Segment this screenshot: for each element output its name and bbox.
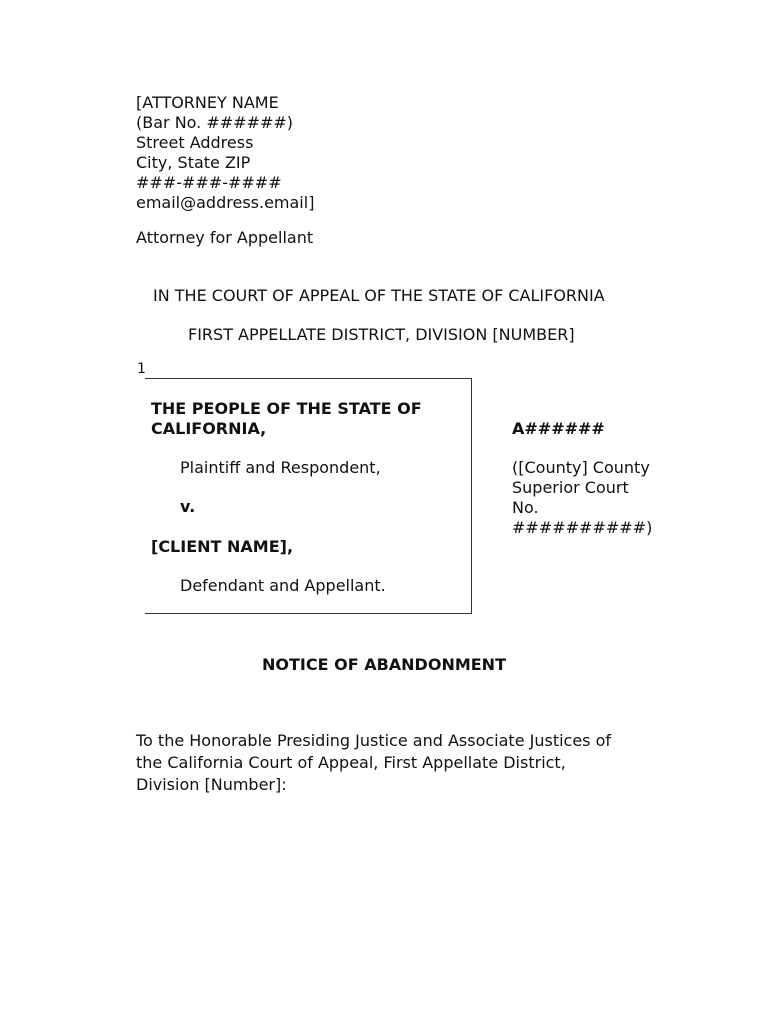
defendant-role: Defendant and Appellant. [180, 576, 386, 595]
district-heading: FIRST APPELLATE DISTRICT, DIVISION [NUMBER] [188, 325, 575, 344]
case-number: A###### [512, 419, 605, 438]
email: email@address.email] [136, 193, 315, 212]
caption-right-rule [471, 378, 472, 614]
defendant-name: [CLIENT NAME], [151, 537, 294, 556]
plaintiff-role: Plaintiff and Respondent, [180, 458, 381, 477]
city-state-zip: City, State ZIP [136, 153, 251, 172]
superior-court-number [512, 458, 652, 538]
caption-bottom-rule [145, 613, 472, 614]
plaintiff-name [151, 399, 422, 439]
salutation-line: the California Court of Appeal, First Appellate District, [136, 753, 566, 772]
bar-number: (Bar No. ######) [136, 113, 294, 132]
court-heading: IN THE COURT OF APPEAL OF THE STATE OF CALIFORNIA [153, 286, 605, 305]
plaintiff-line: THE PEOPLE OF THE STATE OF [151, 399, 422, 418]
superior-court-line: Superior Court [512, 478, 629, 497]
attorney-for: Attorney for Appellant [136, 228, 314, 247]
superior-court-line: ##########) [512, 518, 653, 537]
versus: v. [180, 497, 196, 516]
attorney-block [136, 93, 314, 213]
phone: ###-###-#### [136, 173, 282, 192]
superior-court-line: ([County] County [512, 458, 650, 477]
caption-top-rule [145, 378, 472, 379]
superior-court-line: No. [512, 498, 539, 517]
footnote-marker: 1 [137, 361, 146, 377]
salutation-line: Division [Number]: [136, 775, 287, 794]
plaintiff-line: CALIFORNIA, [151, 419, 267, 438]
document-title: NOTICE OF ABANDONMENT [262, 655, 506, 674]
street-address: Street Address [136, 133, 254, 152]
salutation-line: To the Honorable Presiding Justice and Associate Justices of [136, 731, 612, 750]
salutation [136, 730, 611, 796]
attorney-name: [ATTORNEY NAME [136, 93, 279, 112]
